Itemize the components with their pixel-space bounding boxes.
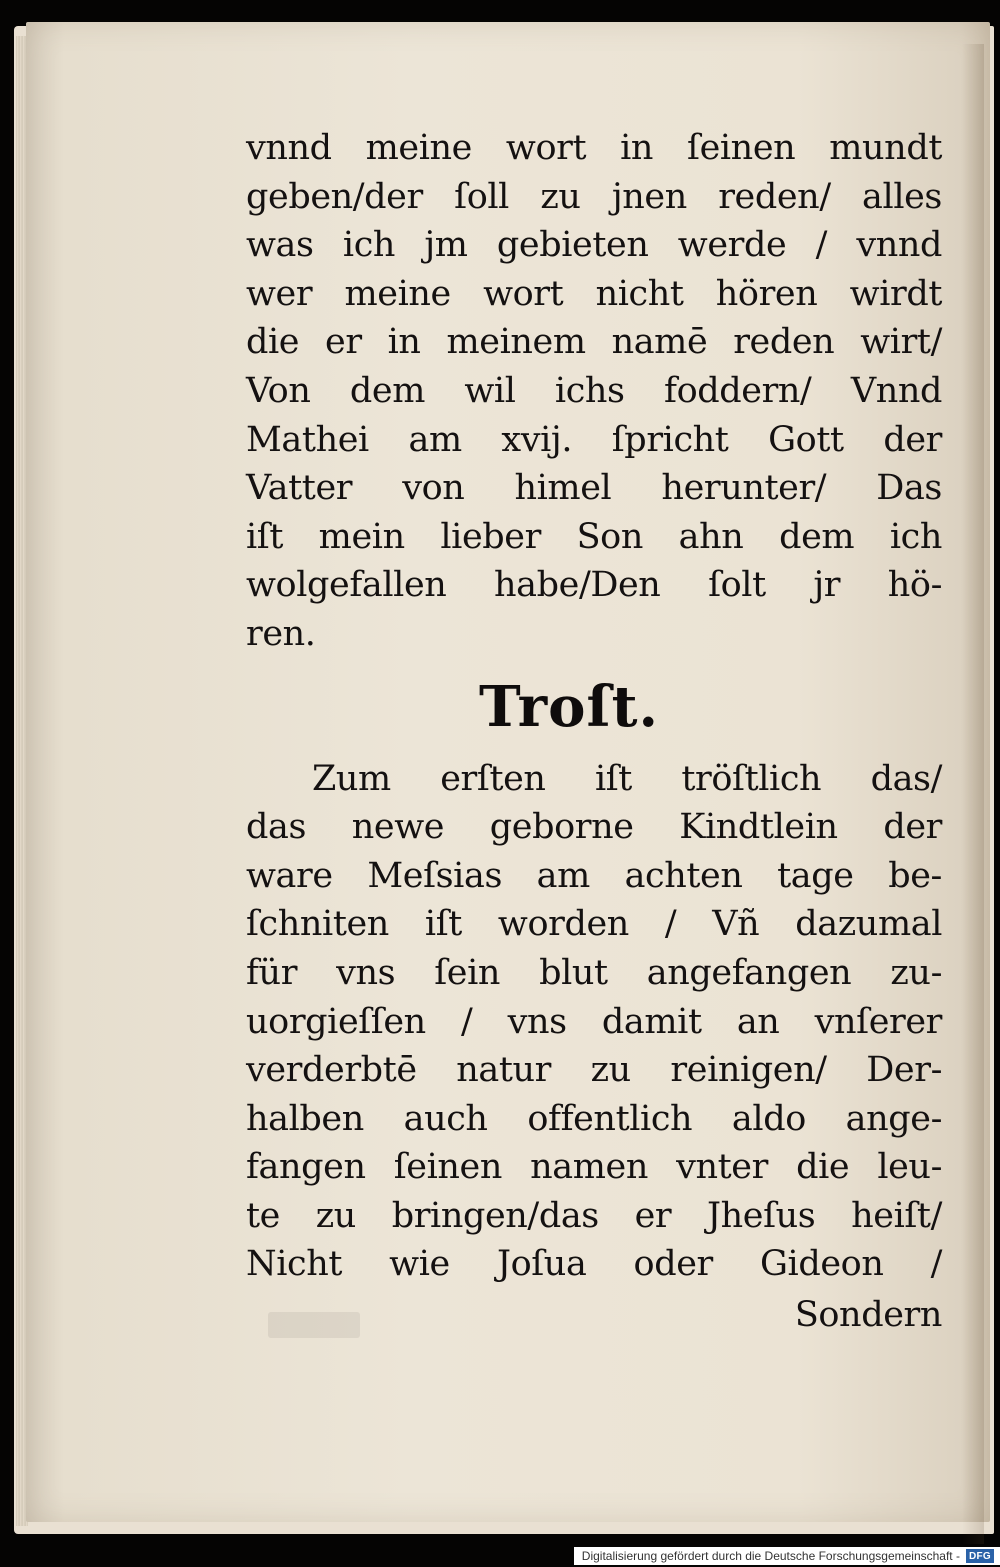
- dfg-logo-icon[interactable]: DFG: [966, 1549, 994, 1563]
- text-line: Zum erſten iſt tröſtlich das/: [312, 758, 942, 799]
- text-line: was ich jm gebieten werde / vnnd: [246, 225, 942, 266]
- text-line: iſt mein lieber Son ahn dem ich: [246, 516, 942, 557]
- funding-credit: Digitalisierung gefördert durch die Deutsche Forschungsgemeinschaft -: [581, 1549, 960, 1563]
- footer-bar: [0, 1545, 1000, 1567]
- text-line: verderbtē natur zu reinigen/ Der-: [246, 1050, 942, 1091]
- text-line: Mathei am xvij. ſpricht Gott der: [246, 419, 942, 460]
- text-line: Von dem wil ichs foddern/ Vnnd: [246, 370, 942, 411]
- text-line: für vns ſein blut angefangen zu-: [246, 952, 942, 993]
- page-text: [246, 124, 942, 1341]
- text-line: uorgieſſen / vns damit an vnſerer: [246, 1001, 942, 1042]
- text-line: Nicht wie Joſua oder Gideon /: [246, 1244, 942, 1285]
- section-heading-row: [246, 659, 942, 755]
- gutter-shadow: [962, 44, 984, 1544]
- text-line: ſchniten iſt worden / Vñ dazumal: [246, 904, 942, 945]
- text-line: ren.: [246, 613, 316, 654]
- text-line: wolgefallen habe/Den ſolt jr hö-: [246, 565, 942, 606]
- footer-credit-strip: [574, 1547, 1000, 1565]
- text-line: Vatter von himel herunter/ Das: [246, 468, 942, 509]
- text-line: halben auch offentlich aldo ange-: [246, 1098, 942, 1139]
- text-line: die er in meinem namē reden wirt/: [246, 322, 942, 363]
- text-line: das newe geborne Kindtlein der: [246, 807, 942, 848]
- text-line: fangen ſeinen namen vnter die leu-: [246, 1147, 942, 1188]
- text-line: wer meine wort nicht hören wirdt: [246, 273, 942, 314]
- text-line: geben/der ſoll zu jnen reden/ alles: [246, 176, 942, 217]
- catchword: Sondern: [794, 1295, 942, 1336]
- text-line: te zu bringen/das er Jheſus heiſt/: [246, 1195, 942, 1236]
- section-heading: Troſt.: [479, 673, 659, 740]
- text-line: ware Meſsias am achten tage be-: [246, 855, 942, 896]
- text-line: vnnd meine wort in ſeinen mundt: [246, 128, 942, 168]
